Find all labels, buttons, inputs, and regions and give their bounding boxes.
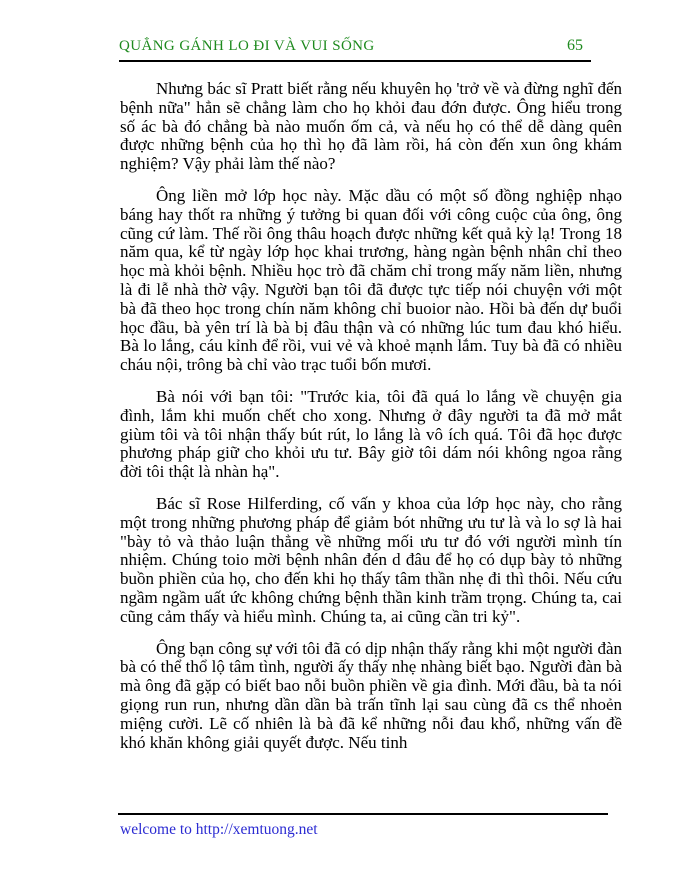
body-paragraph: Nhưng bác sĩ Pratt biết rằng nếu khuyên họ 'trở về và đừng nghĩ đến bệnh nữa" hẳn sẽ chẳng làm cho họ khỏi đau đớn được. Ông hiểu trong số ác bà đó chẳng bà nào muốn ốm cả, và nếu họ có thể dễ dàng quên được những bệnh của họ thì họ đã làm rồi, há còn đến xun ông khám nghiệm? Vậy phải làm thế nào? — [120, 79, 622, 174]
body-text — [120, 80, 622, 765]
body-paragraph: Bà nói với bạn tôi: "Trước kia, tôi đã quá lo lắng về chuyện gia đình, lắm khi muốn chết cho xong. Nhưng ở đây người ta đã mở mắt giùm tôi và tôi nhận thấy bút rút, lo lắng là vô ích quá. Tôi đã học được phương pháp giữ cho khỏi ưu tư. Bây giờ tôi dám nói không ngoa rằng đời tôi thật là nhàn hạ". — [120, 386, 622, 482]
page-header — [119, 37, 591, 62]
footer-divider — [118, 813, 608, 815]
body-paragraph: Bác sĩ Rose Hilferding, cố vấn y khoa của lớp học này, cho rằng một trong những phương pháp để giảm bót những ưu tư là và lo sợ là hai "bày tỏ và thảo luận thẳng về những mối ưu tư đó với người mình tín nhiệm. Chúng toio mời bệnh nhân đén d đâu để họ có dụp bày tỏ những buồn phiền của họ, cho đến khi họ thấy tâm thần nhẹ đi thì thôi. Nếu cứu ngầm ngầm uất ức không chứng bệnh thần kinh trầm trọng. Chúng ta, cai cũng cảm thấy và hiểu mình. Chúng ta, ai cũng cần tri kỷ". — [120, 493, 622, 626]
book-title: QUẲNG GÁNH LO ĐI VÀ VUI SỐNG — [119, 38, 375, 54]
footer-link[interactable]: welcome to http://xemtuong.net — [120, 821, 318, 838]
page-number: 65 — [567, 37, 583, 54]
body-paragraph: Ông liền mở lớp học này. Mặc dầu có một số đồng nghiệp nhạo báng hay thốt ra những ý tưởng bi quan đối với công cuộc của ông, ông cũng cứ làm. Thế rồi ông thâu hoạch được những kết quả kỳ lạ! Trong 18 năm qua, kể từ ngày lớp học khai trương, hàng ngàn bệnh nhân chỉ theo học mà khỏi bệnh. Nhiều học trò đã chăm chỉ trong mấy năm liền, nhưng là đi lễ nhà thờ vậy. Người bạn tôi đã được tực tiếp nói chuyện với một bà đã theo học trong chín năm không chỉ buoior nào. Hồi bà đến dự buổi học đầu, bà yên trí là bà bị đâu thận và có những lúc tum đau khó hiểu. Bà lo lắng, cáu kỉnh để rồi, vui vẻ và khoẻ mạnh lắm. Tuy bà đã có nhiều cháu nội, trông bà chỉ vào trạc tuổi bốn mươi. — [120, 185, 622, 375]
body-paragraph: Ông bạn công sự với tôi đã có dịp nhận thấy rằng khi một người đàn bà có thể thổ lộ tâm tình, người ấy thấy nhẹ nhàng biết bạo. Người đàn bà mà ông đã gặp có biết bao nỗi buồn phiền về gia đình. Mới đầu, bà ta nói giọng run run, nhưng dần dần bà trấn tĩnh lại sau cùng đã cs thể nhoẻn miệng cười. Lẽ cố nhiên là bà đã kể những nỗi đau khổ, những vấn đề khó khăn không giải quyết được. Nếu tinh — [120, 638, 622, 752]
